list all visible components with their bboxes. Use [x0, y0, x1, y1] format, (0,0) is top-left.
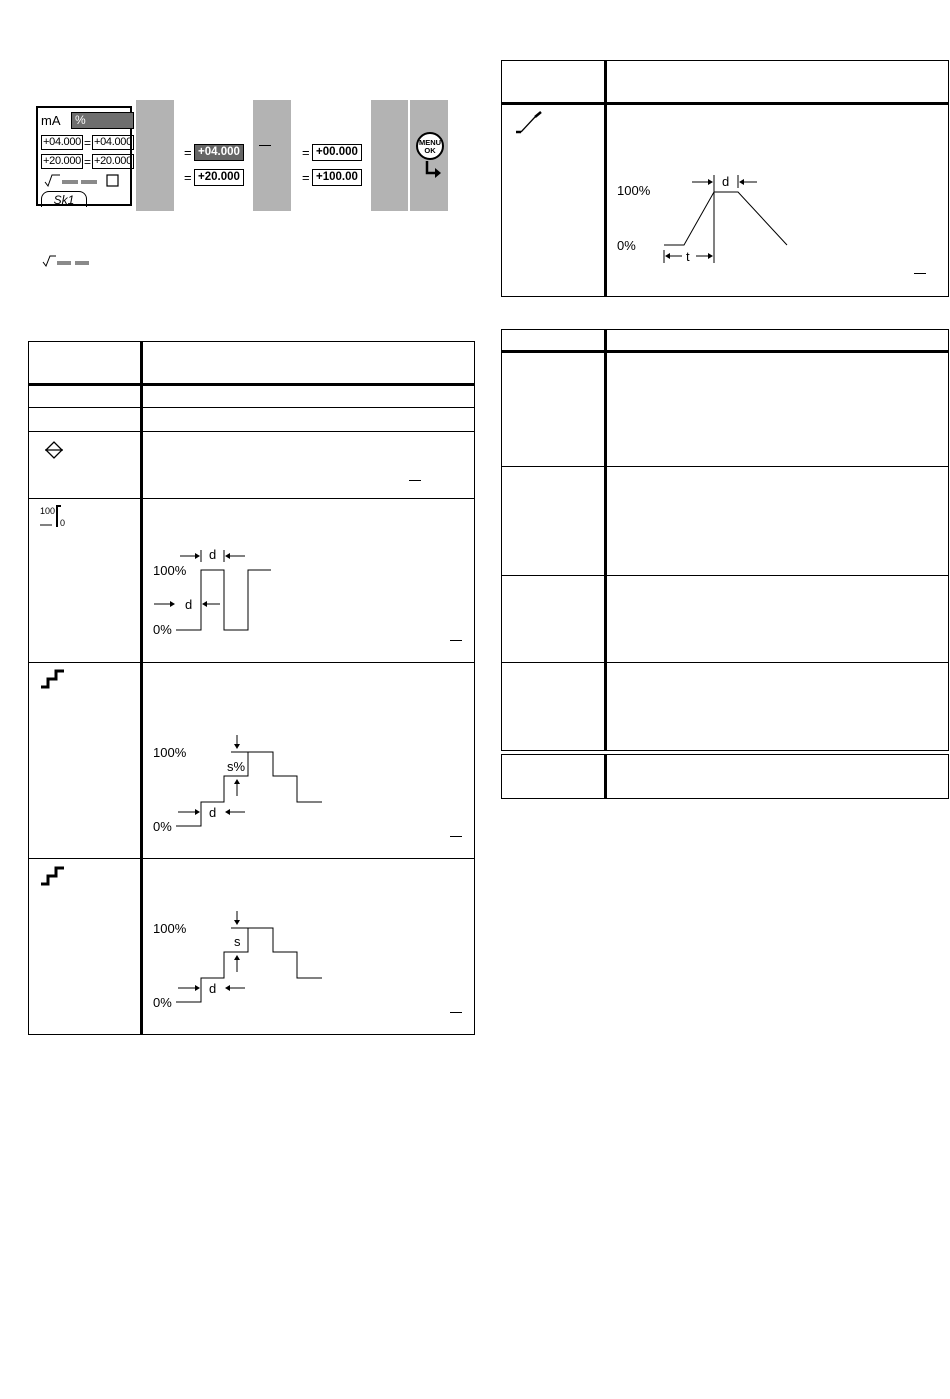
field-a1[interactable]: +04.000 [194, 144, 244, 161]
label-s-pct: s% [227, 759, 246, 774]
square-wave-diagram [150, 545, 280, 635]
label-100-pct: 100% [153, 563, 187, 578]
label-d: d [209, 547, 217, 562]
equals-sign: = [302, 145, 310, 160]
label-t: t [686, 249, 690, 264]
sqrt-bars-icon [41, 174, 131, 188]
label-d: d [209, 805, 217, 820]
right-table [501, 329, 949, 751]
gray-panel [371, 100, 408, 211]
ramp-icon [515, 112, 545, 136]
gray-panel [136, 100, 174, 211]
percent-field: % [71, 112, 134, 129]
label-0-pct: 0% [153, 622, 172, 637]
range-low-ma: +04.000 [43, 136, 81, 148]
enter-arrow-icon [424, 160, 444, 180]
minus-mark [450, 1012, 462, 1013]
staircase-icon [40, 669, 66, 689]
equals-sign: = [83, 154, 91, 169]
equals-sign: = [184, 170, 192, 185]
ok-label: OK [424, 146, 436, 155]
range-low-pct: +04.000 [93, 136, 132, 148]
sqrt-bars-icon [42, 255, 102, 269]
minus-mark [450, 640, 462, 641]
menu-ok-button[interactable] [416, 132, 444, 160]
minus-mark [914, 273, 926, 274]
step-percent-diagram [150, 730, 330, 830]
range-high-ma: +20.000 [43, 155, 81, 167]
icon-0-label: 0 [60, 518, 66, 528]
tab-sk1[interactable]: Sk1 [41, 191, 87, 207]
label-d: d [722, 174, 730, 189]
square-wave-icon [40, 505, 70, 529]
minus-mark [259, 145, 271, 146]
lcd-display [36, 106, 132, 206]
field-b2[interactable]: +100.00 [312, 169, 362, 186]
staircase-icon [40, 866, 66, 886]
unit-label: mA [41, 113, 61, 128]
ramp-diagram [640, 170, 840, 270]
step-absolute-diagram [150, 906, 330, 1006]
equals-sign: = [83, 135, 91, 150]
minus-mark [450, 836, 462, 837]
label-100-pct: 100% [617, 183, 651, 198]
label-d: d [185, 597, 193, 612]
label-s: s [234, 934, 241, 949]
right-footer-table [501, 754, 949, 799]
field-b1[interactable]: +00.000 [312, 144, 362, 161]
field-a2[interactable]: +20.000 [194, 169, 244, 186]
up-down-icon [44, 440, 64, 460]
menu-label: MENU [418, 138, 442, 147]
label-0-pct: 0% [617, 238, 636, 253]
range-high-pct: +20.000 [93, 155, 132, 167]
equals-sign: = [184, 145, 192, 160]
label-0-pct: 0% [153, 819, 172, 834]
label-100-pct: 100% [153, 921, 187, 936]
icon-100-label: 100 [40, 506, 56, 516]
minus-mark [409, 480, 421, 481]
gray-panel [253, 100, 291, 211]
label-0-pct: 0% [153, 995, 172, 1010]
label-100-pct: 100% [153, 745, 187, 760]
label-d: d [209, 981, 217, 996]
equals-sign: = [302, 170, 310, 185]
